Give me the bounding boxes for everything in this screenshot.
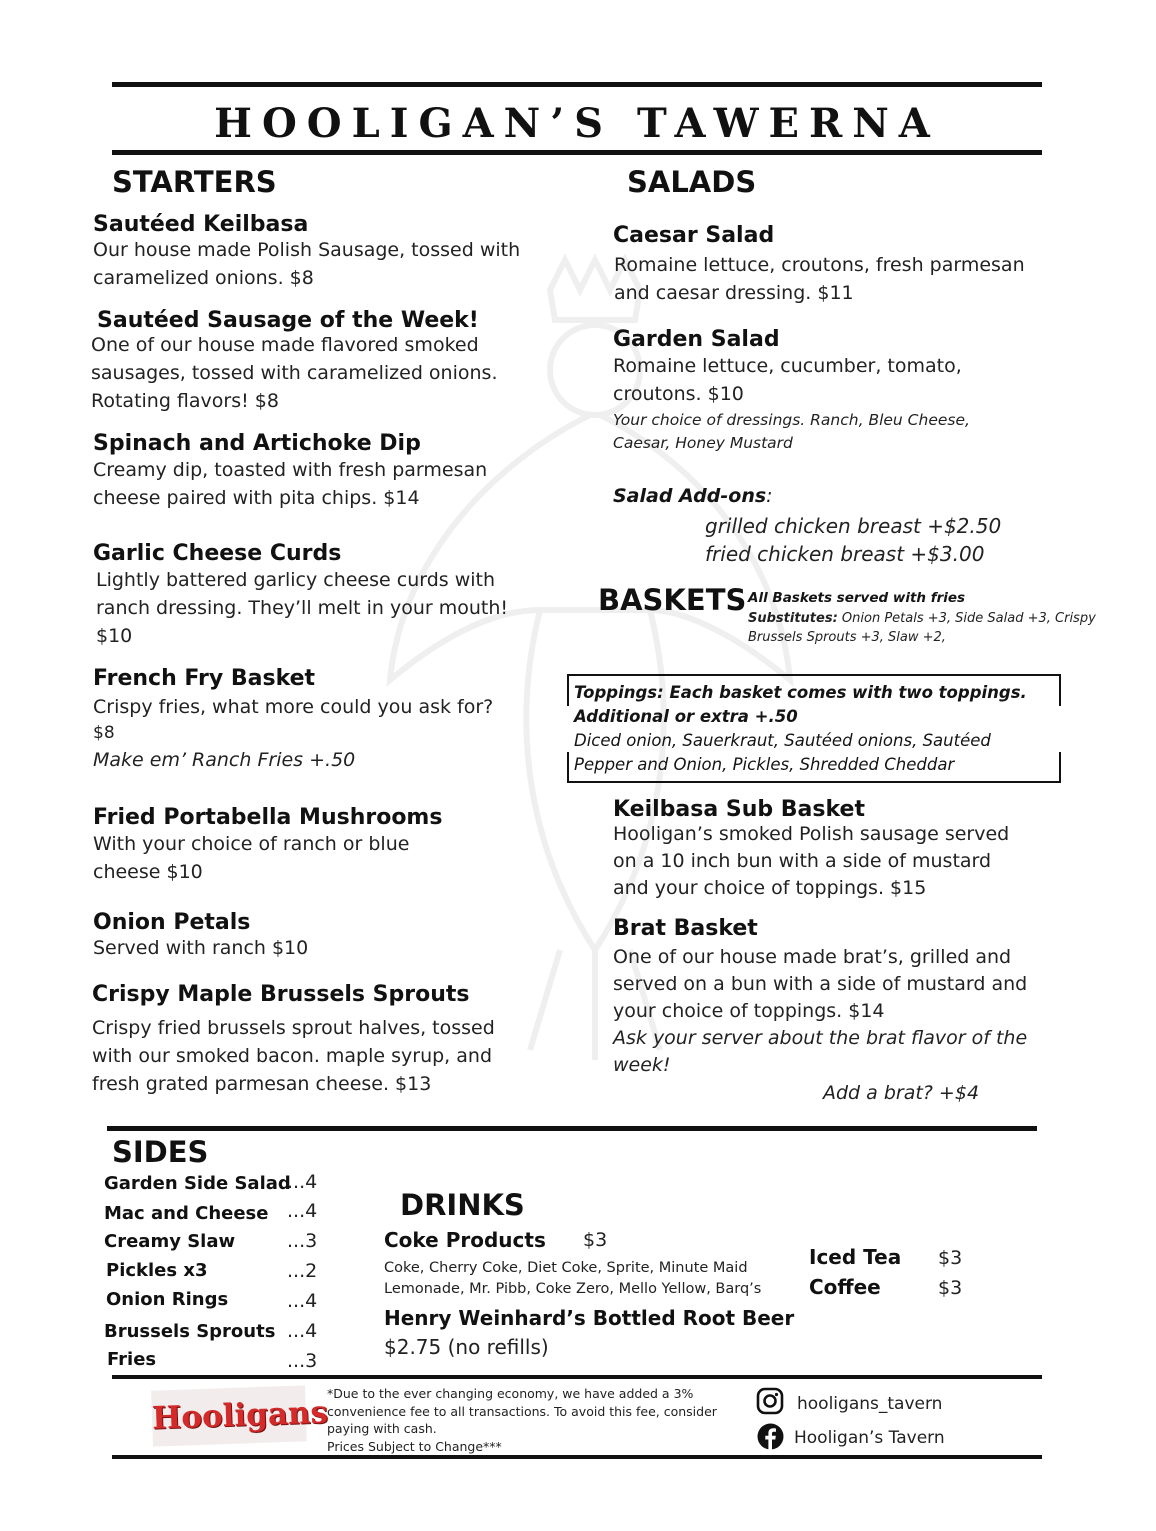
starters-heading: STARTERS — [112, 165, 277, 199]
basket-name: Keilbasa Sub Basket — [613, 797, 865, 822]
starter-name: Onion Petals — [93, 910, 251, 935]
side-price: ...4 — [287, 1320, 318, 1342]
salad-addon: fried chicken breast +$3.00 — [705, 542, 985, 566]
starter-desc: Crispy fried brussels sprout halves, tossed with our smoked bacon. maple syrup, and fresh grated parmesan cheese. $13 — [92, 1017, 495, 1095]
footer-bottom-rule — [112, 1455, 1042, 1459]
starter-price: $8 — [93, 723, 115, 743]
starter-name: French Fry Basket — [93, 666, 316, 691]
rootbeer-price: $2.75 (no refills) — [384, 1335, 549, 1359]
salads-heading: SALADS — [627, 165, 757, 199]
instagram-icon — [756, 1387, 784, 1415]
drink-name: Iced Tea — [809, 1245, 902, 1269]
basket-desc: Hooligan’s smoked Polish sausage served on a 10 inch bun with a side of mustard and your choice of toppings. $15 — [613, 823, 1010, 899]
side-price: ...3 — [287, 1350, 318, 1372]
baskets-served-with: All Baskets served with fries — [748, 590, 966, 606]
side-price: ...4 — [287, 1200, 318, 1222]
drink-price: $3 — [938, 1277, 963, 1299]
coke-name: Coke Products — [384, 1228, 546, 1252]
footer-top-rule — [112, 1375, 1042, 1379]
page-title: HOOLIGAN’S TAWERNA — [214, 100, 940, 147]
starter-desc: Lightly battered garlicy cheese curds with ranch dressing. They’ll melt in your mouth! $10 — [96, 569, 509, 647]
side-price: ...4 — [287, 1171, 318, 1193]
basket-name: Brat Basket — [613, 916, 758, 941]
baskets-substitutes — [748, 609, 1096, 628]
drink-name: Coffee — [809, 1275, 881, 1299]
coke-price: $3 — [583, 1229, 608, 1251]
starter-name: Sautéed Keilbasa — [93, 212, 309, 237]
salad-desc: Romaine lettuce, cucumber, tomato, croutons. $10 — [613, 355, 962, 405]
coke-list: Coke, Cherry Coke, Diet Coke, Sprite, Minute Maid Lemonade, Mr. Pibb, Coke Zero, Mello Yellow, Barq’s — [384, 1260, 762, 1297]
salad-dressing-note: Your choice of dressings. Ranch, Bleu Cheese, Caesar, Honey Mustard — [613, 411, 970, 452]
toppings-box-right-tick — [1059, 674, 1061, 706]
sides-top-rule — [107, 1126, 1037, 1131]
toppings-box-left-tick — [567, 674, 569, 706]
starter-desc: Crispy fries, what more could you ask for? — [93, 696, 494, 718]
starter-desc: Creamy dip, toasted with fresh parmesan cheese paired with pita chips. $14 — [93, 459, 488, 509]
salad-addons-label: Salad Add-ons — [613, 485, 767, 507]
side-name: Mac and Cheese — [104, 1203, 269, 1224]
substitutes-text: Onion Petals +3, Side Salad +3, Crispy — [837, 611, 1096, 626]
header-bottom-rule — [112, 150, 1042, 155]
salad-name: Caesar Salad — [613, 223, 775, 248]
side-name: Brussels Sprouts — [104, 1321, 276, 1342]
toppings-line: Diced onion, Sauerkraut, Sautéed onions, Sautéed — [574, 731, 991, 750]
starter-name: Fried Portabella Mushrooms — [93, 805, 443, 830]
starter-name: Spinach and Artichoke Dip — [93, 431, 421, 456]
basket-note: Ask your server about the brat flavor of the week! — [613, 1027, 1028, 1076]
hooligans-logo: Hooligans — [151, 1385, 307, 1446]
starter-name: Crispy Maple Brussels Sprouts — [92, 982, 470, 1007]
facebook-icon — [757, 1423, 784, 1450]
sides-heading: SIDES — [112, 1135, 209, 1169]
side-price: ...2 — [287, 1260, 318, 1282]
side-name: Onion Rings — [106, 1289, 229, 1310]
basket-extra: Add a brat? +$4 — [823, 1082, 980, 1104]
facebook-page[interactable]: Hooligan’s Tavern — [794, 1428, 945, 1448]
salad-addons-colon: : — [766, 485, 773, 507]
baskets-heading: BASKETS — [598, 583, 747, 617]
salad-desc: Romaine lettuce, croutons, fresh parmesan and caesar dressing. $11 — [614, 254, 1025, 304]
substitutes-label: Substitutes: — [748, 611, 838, 626]
side-name: Fries — [107, 1349, 157, 1370]
basket-desc: One of our house made brat’s, grilled and served on a bun with a side of mustard and your choice of toppings. $14 — [613, 946, 1028, 1022]
header-top-rule — [112, 82, 1042, 87]
toppings-line: Pepper and Onion, Pickles, Shredded Cheddar — [574, 755, 955, 774]
drink-price: $3 — [938, 1247, 963, 1269]
toppings-line: Toppings: Each basket comes with two toppings. — [574, 683, 1027, 702]
salad-addon: grilled chicken breast +$2.50 — [705, 514, 1002, 538]
fee-notice: *Due to the ever changing economy, we have added a 3% convenience fee to all transactions. To avoid this fee, consider paying with cash. Prices Subject to Change*** — [327, 1386, 717, 1454]
starter-desc: One of our house made flavored smoked sausages, tossed with caramelized onions. Rotating flavors! $8 — [91, 334, 498, 412]
salad-name: Garden Salad — [613, 327, 780, 352]
starter-desc: With your choice of ranch or blue cheese $10 — [93, 833, 410, 883]
starter-name: Garlic Cheese Curds — [93, 541, 342, 566]
side-name: Pickles x3 — [106, 1260, 208, 1281]
starter-desc: Our house made Polish Sausage, tossed with caramelized onions. $8 — [93, 239, 521, 289]
side-name: Garden Side Salad — [104, 1173, 291, 1194]
rootbeer-name: Henry Weinhard’s Bottled Root Beer — [384, 1306, 795, 1330]
side-name: Creamy Slaw — [104, 1231, 236, 1252]
side-price: ...4 — [287, 1290, 318, 1312]
toppings-line: Additional or extra +.50 — [574, 707, 798, 726]
starter-desc: Served with ranch $10 — [93, 937, 309, 959]
starter-note: Make em’ Ranch Fries +.50 — [93, 749, 356, 771]
drinks-heading: DRINKS — [400, 1188, 525, 1222]
starter-name: Sautéed Sausage of the Week! — [97, 308, 479, 333]
instagram-handle[interactable]: hooligans_tavern — [797, 1394, 943, 1414]
salad-addons-label-row — [613, 485, 773, 507]
toppings-box-right-tick-bottom — [1059, 752, 1061, 781]
baskets-substitutes-cont: Brussels Sprouts +3, Slaw +2, — [748, 630, 946, 645]
toppings-box-left-tick-bottom — [567, 752, 569, 781]
side-price: ...3 — [287, 1230, 318, 1252]
